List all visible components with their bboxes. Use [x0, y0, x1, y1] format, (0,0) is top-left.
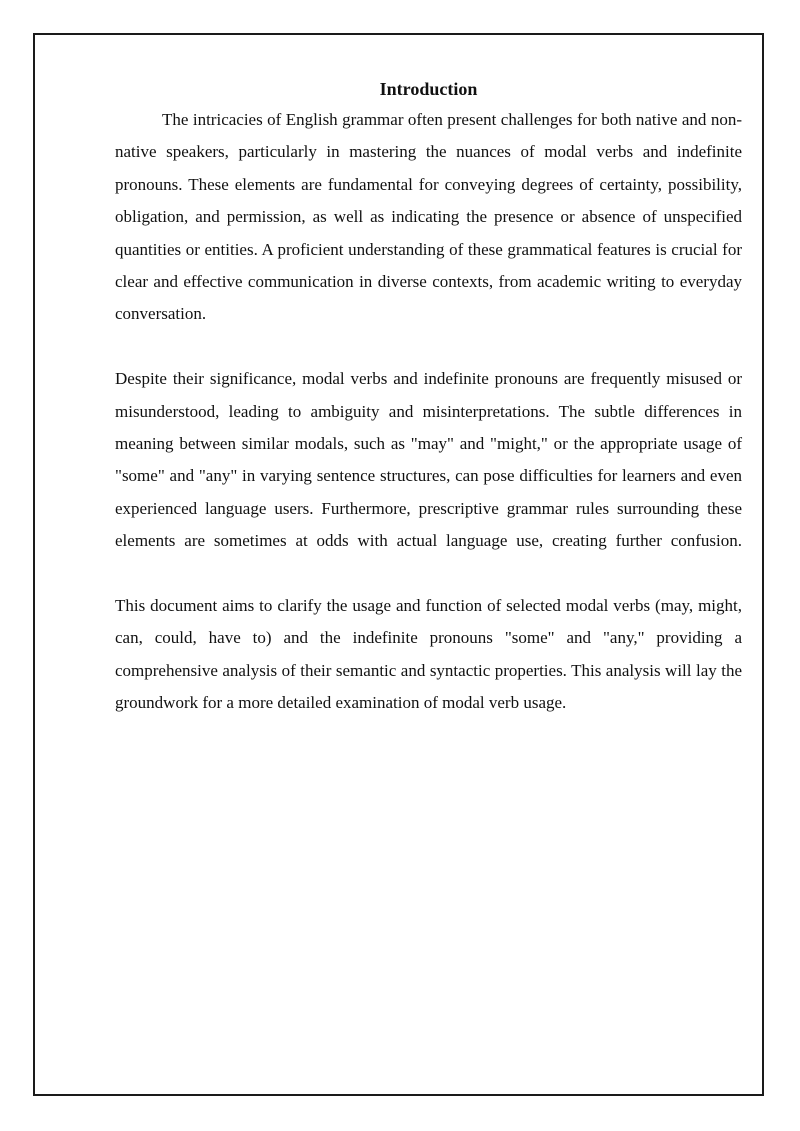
- section-heading: Introduction: [379, 79, 478, 99]
- paragraph-aim: This document aims to clarify the usage and function of selected modal verbs (may, might, can, could, have to) and the indefinite pronouns "some" and "any," providing a comprehensive analysis of their semantic and syntactic properties. This analysis will lay the groundwork for a more detailed examination of modal verb usage.: [115, 596, 742, 713]
- document-body: [115, 74, 742, 720]
- paragraph-intro: The intricacies of English grammar often present challenges for both native and non-native speakers, particularly in mastering the nuances of modal verbs and indefinite pronouns. These elements are fundamental for conveying degrees of certainty, possibility, obligation, and permission, as well as indicating the presence or absence of unspecified quantities or entities. A proficient understanding of these grammatical features is crucial for clear and effective communication in diverse contexts, from academic writing to everyday conversation.: [115, 110, 742, 324]
- paragraph-gap: [115, 558, 742, 590]
- paragraph-significance: Despite their significance, modal verbs and indefinite pronouns are frequently misused or misunderstood, leading to ambiguity and misinterpretations. The subtle differences in meaning between similar modals, such as "may" and "might," or the appropriate usage of "some" and "any" in varying sentence structures, can pose difficulties for learners and even experienced language users. Furthermore, prescriptive grammar rules surrounding these elements are sometimes at odds with actual language use, creating further confusion.: [115, 369, 742, 551]
- paragraph-gap: [115, 331, 742, 363]
